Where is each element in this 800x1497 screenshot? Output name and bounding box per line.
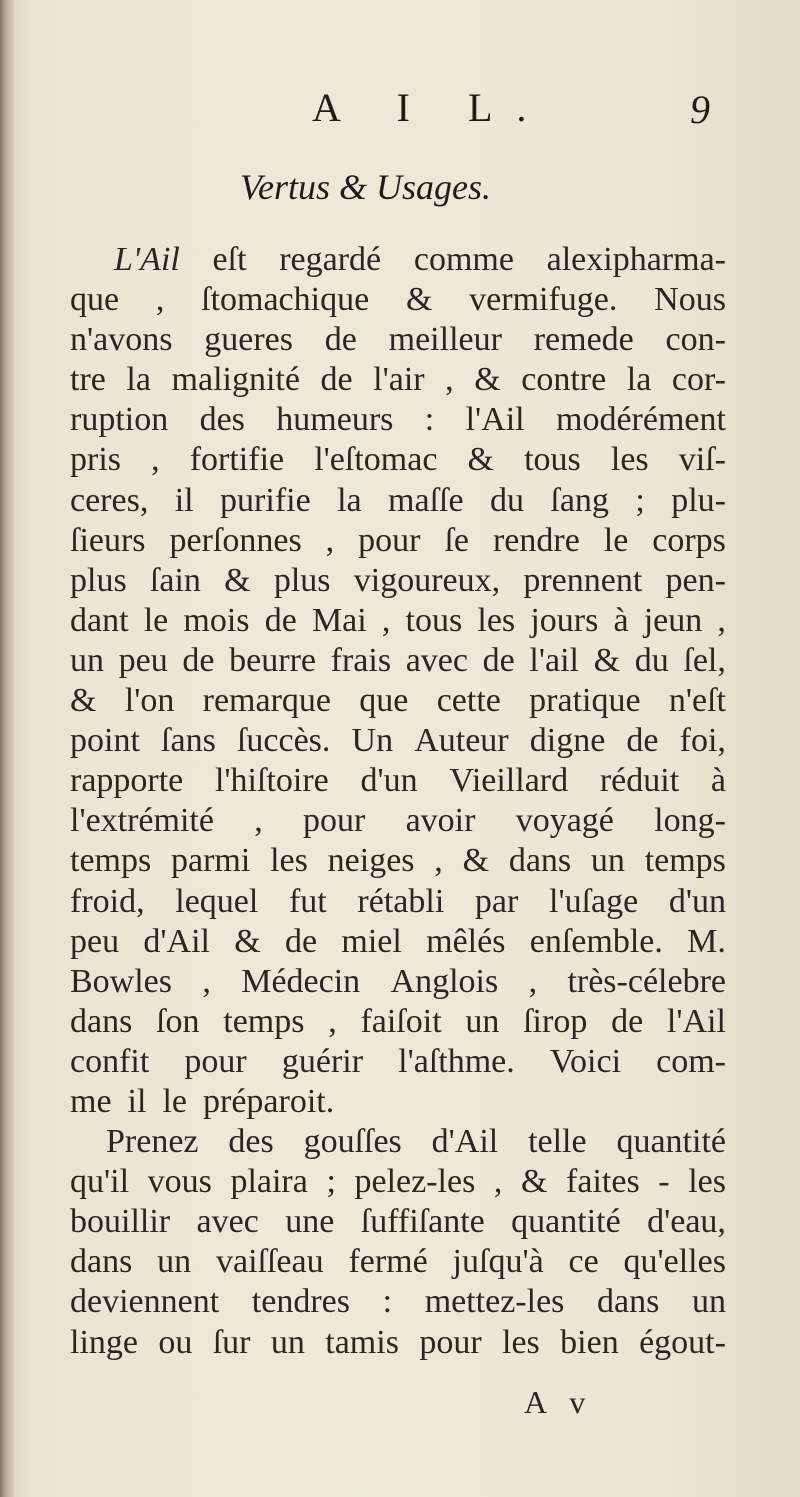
text-word: pris [70,441,121,479]
text-word: eſt [212,241,247,278]
text-word: neiges [327,842,415,880]
text-word: jeun [643,601,703,639]
text-word: l'air [373,361,425,399]
text-word: dans [508,842,572,880]
text-line [70,882,726,922]
text-word: d'Ail [143,922,210,960]
text-word: faiſoit [360,1002,442,1040]
text-word: ſuccès. [236,722,331,760]
text-word: pratique [529,682,641,720]
text-word: ſieurs [70,521,146,559]
body-text [70,240,726,1363]
text-line [70,1282,726,1322]
text-word: linge [70,1323,138,1361]
text-line [70,1202,726,1242]
text-word: la [126,361,151,399]
text-word: , [434,842,443,880]
text-word: il [127,1082,147,1120]
text-word: fut [288,882,327,920]
text-word: ſain [149,561,201,599]
text-word: des [199,401,245,439]
text-word: dans [597,1283,660,1321]
text-line [70,801,726,841]
text-word: lequel [175,882,259,920]
text-word: maſſe [388,481,464,519]
text-word: égout- [639,1323,726,1361]
text-word: foi, [679,722,726,760]
text-word: Mai [311,601,367,639]
text-word: mêlés [426,922,506,960]
text-word: regardé [279,241,382,278]
text-word: tre [70,361,106,399]
text-word: prennent [523,561,643,599]
text-word: froid, [70,882,145,920]
text-line [70,1082,726,1122]
text-word: , [254,802,263,840]
text-line [70,1162,726,1202]
text-word: un [590,842,625,880]
text-word: de [182,641,215,679]
text-word: une [285,1203,335,1241]
text-word: rétabli [357,882,445,920]
text-line [70,280,726,320]
text-line [70,761,726,801]
text-line [70,1242,726,1282]
text-word: Anglois [390,962,499,1000]
text-word: comme [413,241,514,278]
text-word: l'extrémité [70,802,214,840]
text-word: frais [330,641,392,679]
text-word: miel [341,922,402,960]
text-word: les [610,441,649,479]
text-word: guérir [281,1042,364,1080]
text-word: Bowles [70,962,172,1000]
text-word: gouſſes [303,1123,402,1161]
text-word: à [613,601,629,639]
text-line [70,1122,726,1162]
binding-edge [0,0,14,1497]
text-word: à [710,762,726,800]
text-word: ſirop [523,1002,588,1040]
text-word: me [70,1082,112,1120]
text-word: remede [533,321,634,359]
text-word: ſe [444,521,469,559]
text-word: avoir [405,802,476,840]
text-word: , [155,281,165,319]
text-word: de [264,601,297,639]
text-word: du [489,481,524,519]
text-word: tamis [325,1323,399,1361]
text-word: l'hiſtoire [214,762,329,800]
text-word: & [474,361,501,399]
text-word: , [202,962,211,1000]
text-word: pelez-les [354,1163,476,1201]
text-word: : [424,401,435,439]
text-word: telle [528,1123,587,1161]
text-word: très-célebre [567,962,726,1000]
text-word: que [359,682,409,720]
text-word: de [626,722,659,760]
text-word: un [270,1323,305,1361]
text-word: de [320,361,353,399]
text-word: quantité [511,1203,621,1241]
text-word: long- [654,802,726,840]
text-word: Un [351,722,394,760]
text-word: , [528,962,538,1000]
text-word: dans [70,1243,133,1281]
text-word: pour [419,1323,482,1361]
text-word: un [465,1002,500,1040]
text-word: mois [183,601,250,639]
text-word: rendre [492,521,580,559]
text-word: les [477,601,516,639]
text-word: enſemble. [529,922,663,960]
text-word: tous [405,601,463,639]
text-word: Vieillard [449,762,569,800]
text-word: l'Ail [666,1002,726,1040]
text-word: l'Ail [465,401,525,439]
text-line [70,641,726,681]
text-word: temps [644,842,726,880]
running-head [0,84,800,134]
text-word: perſonnes [169,521,302,559]
text-word: ſur [212,1323,251,1361]
text-word: gueres [204,321,293,359]
text-word: tendres [251,1283,350,1321]
text-word: les [688,1163,726,1201]
text-word: les [502,1323,540,1361]
text-line [70,962,726,1002]
text-word: , [493,1163,503,1201]
text-word: & [234,922,261,960]
text-word: de [324,321,357,359]
text-word: Nous [654,281,726,319]
text-word: peu [70,922,120,960]
text-word: le [143,601,169,639]
text-line [70,440,726,480]
text-word: l'ail [529,641,579,679]
text-word: pour [184,1042,247,1080]
text-word: & [521,1163,548,1201]
text-word: ce [568,1243,599,1281]
text-word: d'un [360,762,418,800]
text-word: d'Ail [431,1123,499,1161]
text-word: il [174,481,194,519]
text-word: ſel, [683,641,726,679]
text-word: confit [70,1042,150,1080]
text-word: & [462,842,490,880]
text-line [70,240,726,280]
text-line [70,561,726,601]
text-word: M. [687,922,726,960]
text-word: qu'il [70,1163,130,1201]
text-word: malignité [171,361,300,399]
text-word: avec [405,641,468,679]
text-line [70,360,726,400]
text-word: humeurs [276,401,394,439]
text-word: vigoureux, [353,561,501,599]
text-word: purifie [220,481,311,519]
text-word: temps [223,1002,305,1040]
text-word: , [445,361,454,399]
text-word: pour [358,521,421,559]
text-word: modérément [556,401,726,439]
text-word: juſqu'à [452,1243,544,1281]
text-word: le [162,1082,187,1120]
text-word: ruption [70,401,169,439]
text-word: n'eſt [668,682,726,720]
text-word: des [228,1123,274,1161]
text-word: un [157,1243,192,1281]
text-word: la [626,361,652,399]
text-word: vaiſſeau [215,1243,324,1281]
text-word: un [691,1283,726,1321]
text-word: - [658,1163,670,1201]
text-word: , [151,441,160,479]
text-word: viſ- [678,441,726,479]
text-line [70,521,726,561]
text-word: pour [302,802,366,840]
text-word: le [603,521,629,559]
text-word: faites [566,1163,640,1201]
text-line [70,841,726,881]
text-word: les [270,842,308,880]
text-word: ; [326,1163,336,1201]
text-word: beurre [229,641,316,679]
text-word: , [328,1002,337,1040]
text-word: Voici [549,1042,622,1080]
text-word: plus [70,561,127,599]
text-word: bien [560,1323,619,1361]
text-word: contre [521,361,607,399]
text-word: & [405,281,433,319]
text-word: l'eſtomac [314,441,438,479]
text-word: de [611,1002,644,1040]
text-word: avec [196,1203,259,1241]
text-word: con- [665,321,726,359]
text-word: tous [524,441,581,479]
text-word: & [224,561,251,599]
text-word: corps [652,521,726,559]
text-word: jours [530,601,599,639]
text-word: un [70,641,104,679]
text-word: ; [635,481,645,519]
text-line [70,320,726,360]
text-word: parmi [171,842,251,880]
text-word: alexipharma- [546,241,726,278]
text-word: d'un [668,882,726,920]
text-word: : [382,1283,393,1321]
text-word: & [70,682,97,720]
text-word: ſuffiſante [360,1203,485,1241]
text-word: Auteur [414,722,509,760]
text-word: l'on [124,682,175,720]
text-word: Médecin [241,962,361,1000]
text-word: , [325,521,335,559]
text-word: voyagé [515,802,614,840]
page-number: 9 [690,87,710,132]
text-word: bouillir [70,1203,171,1241]
text-word: ſang [550,481,609,519]
text-line [70,1042,726,1082]
text-word: mettez-les [424,1283,565,1321]
text-word: quantité [616,1123,726,1161]
text-word: dant [70,601,129,639]
text-word: , [381,601,391,639]
text-word: réduit [599,762,680,800]
text-word: du [634,641,669,679]
text-word: , [717,601,726,639]
text-word: digne [529,722,606,760]
text-word: préparoit. [203,1082,335,1120]
text-word: de [285,922,318,960]
text-word: plu- [671,481,726,519]
text-word: plus [273,561,331,599]
text-word: & [593,641,621,679]
text-word: qu'elles [623,1243,726,1281]
text-word: n'avons [70,321,173,359]
text-word: ſon [156,1002,200,1040]
text-line [70,922,726,962]
text-word: vous [147,1163,212,1201]
text-word: que [70,281,120,319]
text-line [70,481,726,521]
text-word: deviennent [70,1283,220,1321]
text-word: vermifuge. [469,281,618,319]
text-word: & [467,441,494,479]
text-line [70,681,726,721]
text-word: dans [70,1002,133,1040]
text-word: rapporte [70,762,184,800]
signature-mark: A v [524,1384,594,1420]
text-line [70,400,726,440]
text-word: la [337,481,362,519]
text-word: ou [158,1323,193,1361]
text-word: l'uſage [549,882,639,920]
text-line [70,1002,726,1042]
text-word: remarque [202,682,331,720]
section-heading: Vertus & Usages. [240,167,491,207]
text-word: L'Ail [114,241,180,278]
text-word: fortifie [189,441,285,479]
text-word: de [482,641,515,679]
text-word: plaira [230,1163,308,1201]
text-word: ſtomachique [201,281,370,319]
text-word: com- [656,1042,726,1080]
text-word: peu [118,641,168,679]
text-word: cor- [671,361,726,399]
text-word: fermé [348,1243,428,1281]
text-word: pen- [665,561,726,599]
text-word: Prenez [106,1123,199,1161]
text-word: point [70,722,140,760]
text-word: d'eau, [647,1203,726,1241]
running-head-title: A I L. [312,85,551,130]
text-word: ſans [161,722,216,760]
text-word: meilleur [388,321,502,359]
text-word: temps [70,842,152,880]
text-line [70,721,726,761]
text-word: par [474,882,519,920]
text-line [70,1323,726,1363]
text-word: l'aſthme. [398,1042,515,1080]
text-word: cette [436,682,501,720]
text-word: ceres, [70,481,149,519]
text-line [70,601,726,641]
